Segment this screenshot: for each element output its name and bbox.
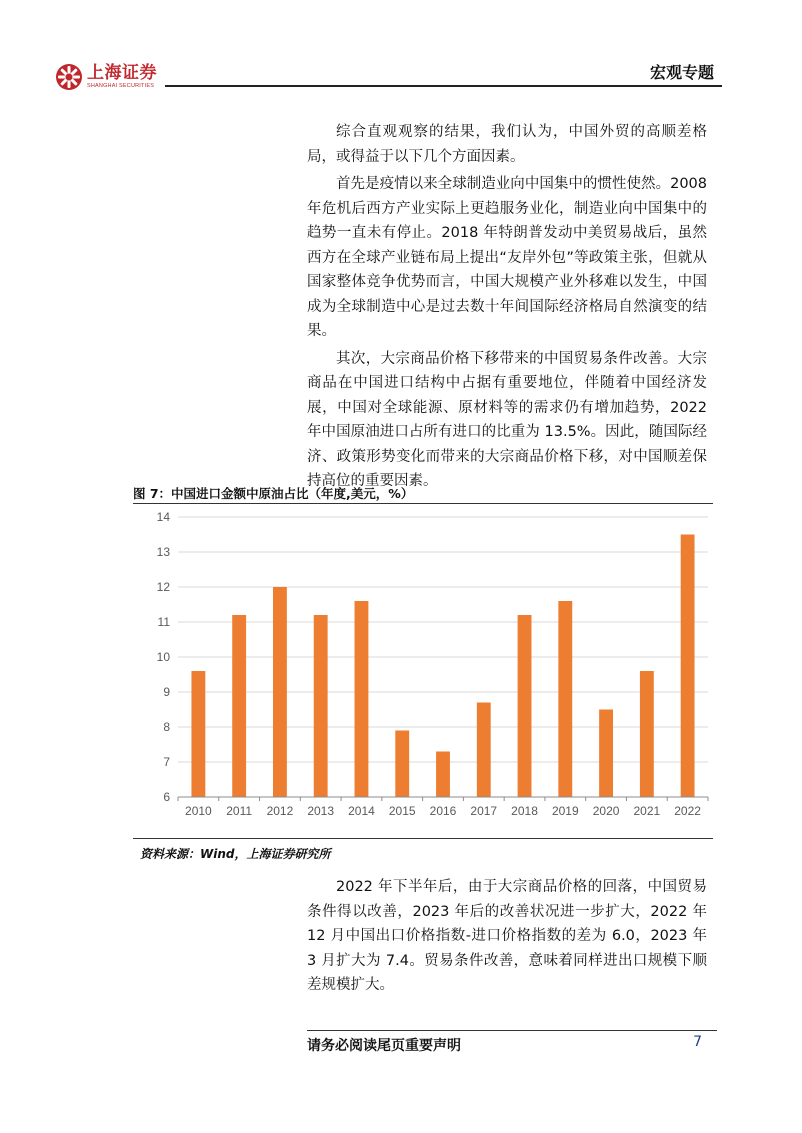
- page-number: 7: [693, 1034, 702, 1050]
- figure-title: 图 7：中国进口金额中原油占比（年度,美元，%）: [133, 486, 414, 501]
- x-tick-label: 2010: [185, 804, 212, 818]
- x-tick-label: 2014: [348, 804, 375, 818]
- crude-oil-share-bar-chart: [133, 505, 713, 835]
- x-tick-label: 2017: [470, 804, 498, 818]
- logo-chinese-name: 上海证券: [87, 62, 157, 83]
- y-tick-label: 8: [163, 720, 170, 734]
- y-tick-label: 12: [156, 580, 170, 594]
- paragraph-manufacturing: 首先是疫情以来全球制造业向中国集中的惯性使然。2008 年危机后西方产业实际上更趋服务业化，制造业向中国集中的趋势一直未有停止。2018 年特朗普发动中美贸易战后，虽然西方在全球产业链布局上提出“友岸外包”等政策主张，但就从国家整体竞争优势而言，中国大规模产业外移难以发生，中国成为全球制造中心是过去数十年间国际经济格局自然演变的结果。: [307, 176, 707, 339]
- disclaimer-note: 请务必阅读尾页重要声明: [307, 1038, 461, 1054]
- company-logo: [55, 60, 157, 94]
- bar-2021: [640, 671, 654, 797]
- logo-emblem-icon: [55, 63, 83, 91]
- x-tick-label: 2012: [266, 804, 294, 818]
- section-title: 宏观专题: [649, 63, 714, 82]
- chart-y-tick-labels: [157, 510, 171, 804]
- bar-2019: [558, 601, 572, 797]
- x-tick-label: 2011: [226, 804, 253, 818]
- y-tick-label: 7: [163, 755, 170, 769]
- x-tick-label: 2018: [511, 804, 538, 818]
- logo-english-name: SHANGHAI SECURITIES: [87, 82, 155, 89]
- y-tick-label: 13: [156, 545, 170, 559]
- bar-2012: [273, 587, 287, 797]
- y-tick-label: 6: [163, 790, 170, 804]
- x-tick-label: 2015: [388, 804, 416, 818]
- paragraph-summary: 综合直观观察的结果，我们认为，中国外贸的高顺差格局，或得益于以下几个方面因素。: [307, 124, 707, 165]
- chart-bars: [191, 535, 694, 798]
- bar-2013: [314, 615, 328, 797]
- bar-2014: [355, 601, 369, 797]
- footer-divider: [307, 1030, 717, 1031]
- figure-bottom-rule: [133, 838, 713, 839]
- x-tick-label: 2021: [633, 804, 661, 818]
- bar-2018: [518, 615, 532, 797]
- chart-x-axis: [178, 797, 708, 801]
- header-divider: [165, 85, 722, 87]
- paragraph-terms-of-trade: 2022 年下半年后，由于大宗商品价格的回落，中国贸易条件得以改善，2023 年后的改善状况进一步扩大，2022 年 12 月中国出口价格指数-进口价格指数的差为 6.0，2023 年 3 月扩大为 7.4。贸易条件改善，意味着同样进出口规模下顺差规模扩大。: [307, 879, 707, 993]
- paragraph-commodities: 其次，大宗商品价格下移带来的中国贸易条件改善。大宗商品在中国进口结构中占据有重要地位，伴随着中国经济发展，中国对全球能源、原材料等的需求仍有增加趋势，2022 年中国原油进口占所有进口的比重为 13.5%。因此，随国际经济、政策形势变化而带来的大宗商品价格下移，对中国顺差保持高位的重要因素。: [307, 350, 707, 489]
- bar-2016: [436, 752, 450, 798]
- closing-text: [307, 875, 707, 1001]
- figure-source: 资料来源：Wind，上海证券研究所: [140, 847, 331, 861]
- y-tick-label: 10: [156, 650, 170, 664]
- chart-x-tick-labels: [185, 804, 701, 818]
- x-tick-label: 2013: [307, 804, 335, 818]
- x-tick-label: 2019: [551, 804, 579, 818]
- bar-2022: [681, 535, 695, 798]
- bar-2020: [599, 710, 613, 798]
- x-tick-label: 2016: [429, 804, 457, 818]
- x-tick-label: 2022: [674, 804, 701, 818]
- y-tick-label: 9: [163, 685, 170, 699]
- y-tick-label: 11: [157, 615, 170, 629]
- bar-2017: [477, 703, 491, 798]
- x-tick-label: 2020: [592, 804, 620, 818]
- bar-2010: [191, 671, 205, 797]
- bar-2015: [395, 731, 409, 798]
- figure-top-rule: [133, 503, 713, 504]
- bar-2011: [232, 615, 246, 797]
- intro-text: [307, 120, 707, 497]
- y-tick-label: 14: [156, 510, 170, 524]
